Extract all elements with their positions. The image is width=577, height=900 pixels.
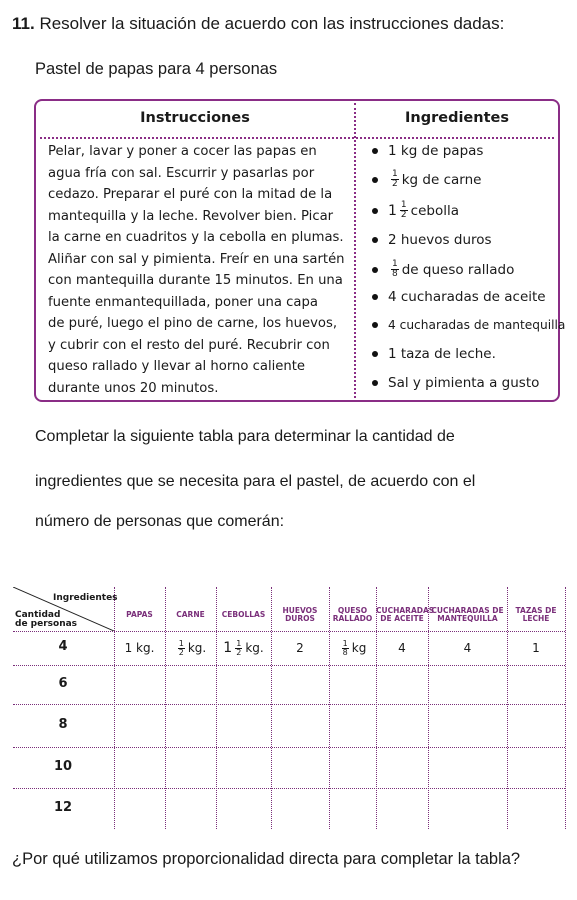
- instruction-line: mantequilla y la leche. Revolver bien. Picar: [48, 208, 334, 224]
- fraction-denominator: 2: [178, 647, 184, 657]
- table-column-header-line: LECHE: [522, 614, 550, 623]
- question-text: Resolver la situación de acuerdo con las instrucciones dadas:: [39, 14, 505, 33]
- table-column-divider: [507, 587, 508, 829]
- table-column-header: [216, 611, 271, 619]
- table-column-header: [329, 607, 376, 623]
- table-row-label: 12: [53, 799, 73, 815]
- recipe-column-divider: [354, 103, 356, 398]
- instruction-line: durante unos 20 minutos.: [48, 380, 219, 396]
- table-row-divider: [13, 704, 565, 705]
- instruction-line: la carne en cuadritos y la cebolla en plumas.: [48, 230, 344, 245]
- fraction-denominator: 2: [392, 179, 398, 189]
- instructions-header: Instrucciones: [140, 110, 250, 126]
- ingredient-item: [372, 375, 539, 391]
- fraction: [391, 170, 399, 189]
- table-cell: [376, 631, 428, 665]
- fraction-denominator: 8: [392, 269, 398, 279]
- table-cell-text: 4: [463, 641, 472, 655]
- bullet-icon: [372, 208, 378, 214]
- ingredients-header: Ingredientes: [405, 110, 509, 126]
- instruction-line: y cubrir con el resto del puré. Recubrir con: [48, 337, 330, 353]
- table-cell-text: 2: [296, 641, 304, 655]
- table-column-divider: [376, 587, 377, 829]
- ingredient-text: 1 kg de papas: [388, 143, 484, 159]
- question-number: 11.: [12, 14, 35, 33]
- paragraph-line: Completar la siguiente tabla para determinar la cantidad de: [35, 428, 455, 445]
- table-column-divider: [565, 587, 566, 829]
- table-cell-text: kg.: [187, 641, 207, 655]
- bullet-icon: [372, 294, 378, 300]
- ingredient-item: [372, 232, 492, 248]
- table-row-label: 6: [58, 675, 68, 691]
- ingredient-text: cebolla: [410, 202, 459, 219]
- ingredient-item: [372, 318, 565, 332]
- corner-ingredientes-label: Ingredientes: [53, 593, 118, 603]
- table-column-header-line: QUESO: [337, 606, 368, 615]
- recipe-header-divider: [40, 137, 554, 139]
- table-cell-text: 4: [398, 641, 406, 655]
- table-row-divider: [13, 665, 565, 666]
- table-column-header: [165, 611, 216, 619]
- bullet-icon: [372, 177, 378, 183]
- table-column-header: [271, 607, 329, 623]
- fraction: [342, 640, 349, 657]
- fraction-numerator: 1: [342, 638, 348, 648]
- corner-personas-label: [15, 611, 77, 629]
- paragraph-line: número de personas que comerán:: [35, 513, 285, 530]
- recipe-subtitle: Pastel de papas para 4 personas: [35, 60, 278, 78]
- ingredient-text: de queso rallado: [401, 261, 515, 278]
- fraction-numerator: 1: [392, 259, 398, 269]
- table-row-divider: [13, 788, 565, 789]
- instruction-line: con mantequilla durante 15 minutos. En una: [48, 273, 343, 288]
- fraction: [400, 201, 408, 220]
- ingredient-text: 4 cucharadas de mantequilla: [388, 318, 566, 332]
- ingredient-item: [372, 201, 459, 220]
- table-cell-text: 1: [532, 641, 540, 655]
- bullet-icon: [372, 237, 378, 243]
- question-title: [12, 14, 504, 34]
- table-row-label: 4: [58, 639, 68, 654]
- fraction-numerator: 1: [392, 169, 398, 179]
- table-cell: [428, 631, 507, 665]
- fraction: [391, 260, 399, 279]
- table-column-divider: [271, 587, 272, 829]
- table-column-header-line: HUEVOS: [282, 606, 318, 615]
- table-column-header-line: RALLADO: [332, 614, 373, 623]
- table-column-header: [428, 607, 507, 623]
- table-column-divider: [216, 587, 217, 829]
- ingredient-text: 4 cucharadas de aceite: [388, 289, 546, 305]
- instruction-line: queso rallado y llevar al horno caliente: [48, 359, 306, 374]
- table-column-header-line: MANTEQUILLA: [437, 614, 498, 623]
- table-cell: [216, 631, 271, 665]
- table-column-header-line: CUCHARADAS DE: [431, 606, 504, 615]
- table-cell: [329, 631, 376, 665]
- ingredient-item: [372, 170, 481, 189]
- table-cell: [165, 631, 216, 665]
- ingredient-text: 1 taza de leche.: [388, 346, 496, 362]
- table-column-header: [507, 607, 565, 623]
- table-row-label: 8: [58, 716, 68, 732]
- ingredient-text: kg de carne: [401, 171, 482, 188]
- instruction-line: agua fría con sal. Escurrir y pasarlas por: [48, 165, 315, 181]
- quantity-table: [13, 587, 565, 829]
- corner-de-personas: de personas: [15, 619, 78, 629]
- instruction-line: Aliñar con sal y pimienta. Freír en una sartén: [48, 251, 345, 267]
- instruction-line: de puré, luego el pino de carne, los huevos,: [48, 316, 338, 331]
- table-column-header: [114, 611, 165, 619]
- fraction-whole: 1: [223, 640, 233, 656]
- table-cell: [271, 631, 329, 665]
- table-row-divider: [13, 747, 565, 748]
- bullet-icon: [372, 267, 378, 273]
- table-cell-text: 1 kg.: [124, 641, 155, 655]
- table-cell-text: kg.: [245, 641, 264, 655]
- table-cell: [507, 631, 565, 665]
- instruction-line: Pelar, lavar y poner a cocer las papas en: [48, 144, 317, 159]
- fraction-denominator: 2: [400, 210, 407, 220]
- fraction: [235, 640, 242, 657]
- bullet-icon: [372, 380, 378, 386]
- fraction-numerator: 1: [178, 638, 184, 648]
- table-column-header-line: CUCHARADAS: [376, 606, 435, 615]
- table-column-divider: [165, 587, 166, 829]
- ingredient-item: [372, 346, 496, 362]
- table-row-label: 10: [53, 758, 73, 774]
- bullet-icon: [372, 148, 378, 154]
- ingredient-text: 2 huevos duros: [388, 232, 492, 248]
- table-column-header-line: TAZAS DE: [515, 606, 557, 615]
- instruction-line: cedazo. Preparar el puré con la mitad de la: [48, 187, 333, 202]
- fraction-numerator: 1: [400, 200, 407, 210]
- instruction-line: fuente enmantequillada, poner una capa: [48, 294, 318, 310]
- table-column-header-line: CEBOLLAS: [221, 610, 266, 619]
- fraction: [178, 640, 185, 657]
- table-column-divider: [114, 587, 115, 829]
- table-column-header-line: DE ACEITE: [380, 614, 424, 623]
- final-question: ¿Por qué utilizamos proporcionalidad directa para completar la tabla?: [12, 850, 521, 868]
- table-column-divider: [428, 587, 429, 829]
- table-cell: [114, 631, 165, 665]
- recipe-box: [34, 99, 566, 402]
- ingredient-item: [372, 260, 514, 279]
- table-column-header-line: CARNE: [176, 610, 205, 619]
- table-column-header-line: PAPAS: [126, 610, 153, 619]
- table-column-header-line: DUROS: [285, 614, 315, 623]
- table-column-header: [376, 606, 435, 623]
- ingredient-item: [372, 143, 483, 159]
- ingredient-text: Sal y pimienta a gusto: [388, 375, 540, 391]
- fraction-numerator: 1: [236, 638, 242, 648]
- fraction-denominator: 2: [236, 647, 242, 657]
- paragraph-line: ingredientes que se necesita para el pastel, de acuerdo con el: [35, 473, 476, 490]
- table-cell-text: kg: [351, 641, 367, 655]
- bullet-icon: [372, 351, 378, 357]
- fraction-denominator: 8: [342, 647, 348, 657]
- fraction-whole: 1: [388, 202, 397, 219]
- table-column-divider: [329, 587, 330, 829]
- corner-cantidad: Cantidad: [15, 610, 61, 620]
- ingredient-item: [372, 289, 546, 305]
- bullet-icon: [372, 322, 378, 328]
